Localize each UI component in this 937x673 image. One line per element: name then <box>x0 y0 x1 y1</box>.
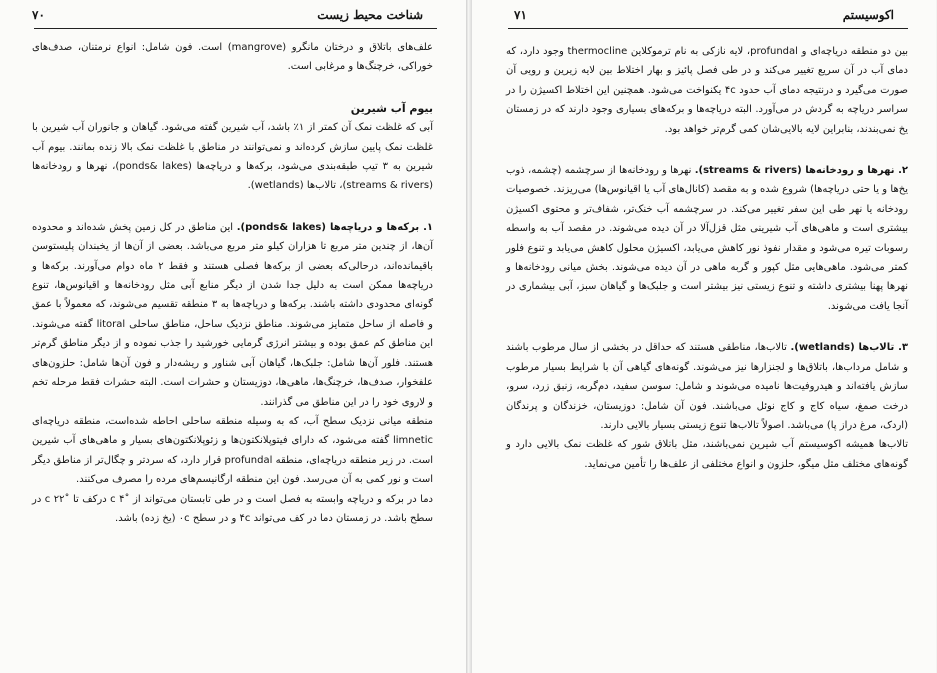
right-page-header <box>514 8 894 28</box>
temperature-paragraph: دما در برکه و دریاچه وابسته به فصل است و در طی تابستان می‌تواند از ˚c ۴ درکف تا ˚c ۲۲ در سطح باشد. در زمستان دما در کف می‌تواند ۴c و در سطح ۰c (یخ زده) باشد. <box>32 493 433 524</box>
header-rule <box>34 28 437 29</box>
item3-text: تالاب‌ها، مناطقی هستند که حداقل در بخشی از سال مرطوب باشند و شامل مرداب‌ها، باتلاق‌ها و لجنزارها نیز می‌شوند. گونه‌های گیاهی آن با شرایط بسیار مرطوب سازش یافته‌اند و هیدروفیت‌ها نامیده می‌شوند و شامل: سوسن سفید، دم‌گربه، زنبق زرد، سرو، درخت صمغ، سیاه کاج و کاج نوئل می‌باشند. فون آن شامل: دوزیستان، خزندگان و پرندگان (اردک، مرغ دراز پا) می‌باشد. اصولاً تالاب‌ها تنوع زیستی بسیار بالایی دارند. <box>506 342 908 431</box>
item1-paragraph <box>32 218 433 412</box>
left-page-body <box>32 38 433 528</box>
running-title: اکوسیستم <box>842 8 894 22</box>
item3-paragraph <box>506 338 908 435</box>
header-rule <box>508 28 908 29</box>
limnetic-paragraph: منطقه میانی نزدیک سطح آب، که به وسیله منطقه ساحلی احاطه شده‌است، منطقه دریاچه‌ای limnetic گفته می‌شود، که دارای فیتوپلانکتون‌ها و زئوپلانکتون‌های بسیار و ماهی‌های آب شیرین است. در زیر منطقه دریاچه‌ای، منطقه profundal قرار دارد، که سردتر و چگال‌تر از مناطق دیگر است و نور کمی به آن می‌رسد. فون این منطقه ارگانیسم‌های مرده را مصرف می‌کنند. <box>32 415 433 486</box>
item1-text: این مناطق در کل زمین پخش شده‌اند و محدوده آن‌ها، از چندین متر مربع تا هزاران کیلو متر مربع می‌باشد. بعضی از آن‌ها از یخبندان پلیستوسن باقیمانده‌اند، درحالی‌که بعضی از برکه‌ها فصلی هستند و فقط ۲ ماه دوام می‌آورند. برکه‌ها و دریاچه‌ها ممکن است به دلیل جدا شدن از دیگر منابع آبی مثل رودخانه‌ها و اقیانوس‌ها، تنوع گونه‌ای محدودی داشته باشند. برکه‌ها و دریاچه‌ها به ۳ منطقه تقسیم می‌شوند، که معمولاً با عمق و فاصله از ساحل متمایز می‌شوند. مناطق نزدیک ساحل، مناطق ساحلی litoral گفته می‌شوند. این مناطق کم عمق بوده و بیشتر انرژی گرمایی خورشید را جذب نموده و از دیگر مناطق گرم‌تر هستند. فلور آن‌ها شامل: جلبک‌ها، گیاهان آبی شناور و ریشه‌دار و فون آن‌ها شامل: حلزون‌های علفخوار، صدف‌ها، خرچنگ‌ها، ماهی‌ها، دوزیستان و حشرات است. البته حشرات فقط مرحله تخم و لاروی خود را در این مناطق می گذرانند. <box>32 221 433 408</box>
intro-paragraph: علف‌های باتلاق و درختان مانگرو (mangrove) است. فون شامل: انواع نرمتنان، صدف‌های خوراکی، خرچنگ‌ها و مرغابی است. <box>32 42 433 73</box>
page-number: ۷۱ <box>514 8 527 22</box>
section-heading: بیوم آب شیرین <box>350 101 433 115</box>
left-page <box>0 0 468 673</box>
right-page <box>468 0 936 673</box>
section-paragraph: آبی که غلظت نمک آن کمتر از ۱٪ باشد، آب شیرین گفته می‌شود. گیاهان و جانوران آب شیرین با غلظت نمک پایین سازش کرده‌اند و نمی‌توانند در مناطق با غلظت نمک بالا زنده بمانند. بیوم آب شیرین به ۳ تیپ طبقه‌بندی می‌شود، برکه‌ها و دریاچه‌ها (ponds& lakes)، نهرها و رودخانه‌ها (streams & rivers)، تالاب‌ها (wetlands). <box>32 122 433 192</box>
item1-heading: ۱. برکه‌ها و دریاچه‌ها (ponds& lakes). <box>236 221 433 233</box>
item2-heading: ۲. نهرها و رودخانه‌ها (streams & rivers). <box>694 165 908 177</box>
item3-heading: ۳. تالاب‌ها (wetlands). <box>790 342 908 354</box>
item2-paragraph <box>506 161 908 316</box>
left-page-header <box>32 8 423 28</box>
book-gutter <box>466 0 472 673</box>
running-title: شناخت محیط زیست <box>317 8 423 22</box>
right-page-body <box>506 42 908 474</box>
page-number: ۷۰ <box>32 8 45 22</box>
item2-text: نهرها و رودخانه‌ها از سرچشمه (چشمه، ذوب یخ‌ها و یا حتی دریاچه‌ها) شروع شده و به مقصد (کانال‌های آب یا اقیانوس‌ها) می‌ریزند. خصوصیات رودخانه یا نهر طی این سفر تغییر می‌کند. در سرچشمه آب خنک‌تر، شفاف‌تر و محتوی اکسیژن بیشتری است و ماهی‌های آب شیرینی مثل قزل‌آلا در آن دیده می‌شوند. در مقصد آب به واسطه رسوبات تیره می‌شود و مقدار نفوذ نور کاهش می‌یابد، اکسیژن محلول کاهش می‌یابد و تنوع فلور کمتر می‌شود. ماهی‌هایی مثل کپور و گربه ماهی در آن دیده می‌شوند. بخش میانی رودخانه‌ها و نهرها پهنا بیشتری داشته و تنوع زیستی نیز بیشتر است و جلبک‌ها و گیاهان سبز، آبی بیشماری در آنجا یافت می‌شوند. <box>506 165 908 312</box>
thermocline-paragraph: بین دو منطقه دریاچه‌ای و profundal، لایه نازکی به نام ترموکلاین thermocline وجود دارد، که دمای آب در آن سریع تغییر می‌کند و در طی فصل پائیز و بهار اختلاط بین لایه زیرین و رویی آن صورت می‌گیرد و درنتیجه دمای آب حدود ۴c یکنواخت می‌شود. همچنین این اختلاط اکسیژن را در سراسر دریاچه به گردش در می‌آورد. البته دریاچه‌ها و برکه‌های بسیاری وجود دارند که در زمستان یخ نمی‌بندند، بنابراین لایه بالایی‌شان کمی گرم‌تر خواهد بود. <box>506 46 909 135</box>
salt-marsh-paragraph: تالاب‌ها همیشه اکوسیستم آب شیرین نمی‌باشند، مثل باتلاق شور که غلظت نمک بالایی دارد و گونه‌های مختلف مثل میگو، حلزون و انواع مختلفی از علف‌ها را تأمین می‌نماید. <box>506 439 908 470</box>
